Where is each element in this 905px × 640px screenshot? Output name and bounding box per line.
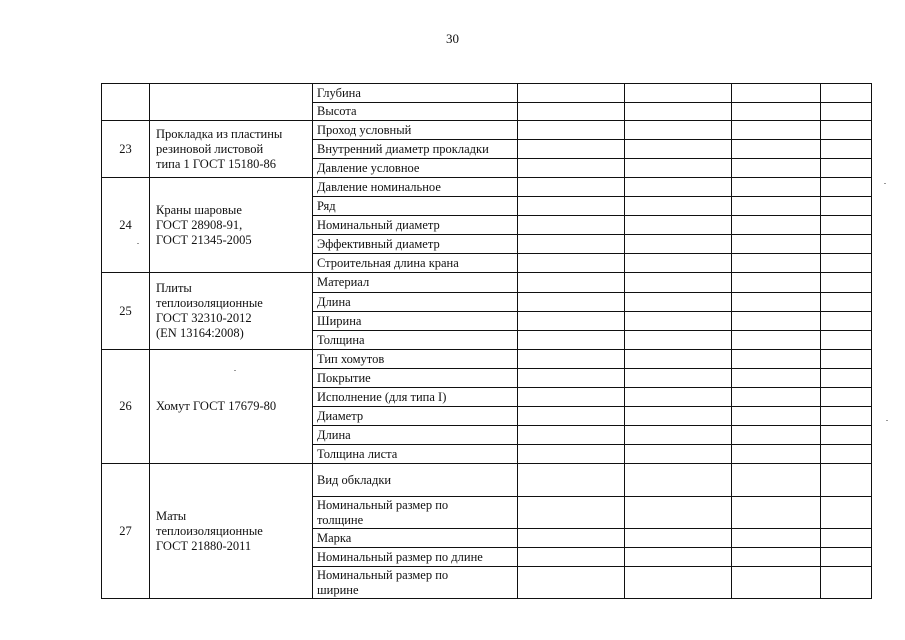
table-row <box>102 464 872 497</box>
value-cell <box>518 216 625 235</box>
value-cell <box>518 312 625 331</box>
parameter-line: Номинальный диаметр <box>317 217 440 232</box>
value-cell <box>732 121 821 140</box>
value-cell <box>625 216 732 235</box>
parameter-line: Исполнение (для типа I) <box>317 389 447 404</box>
value-cell <box>518 178 625 197</box>
value-cell <box>518 254 625 273</box>
value-cell <box>732 445 821 464</box>
value-cell <box>625 445 732 464</box>
value-cell <box>625 312 732 331</box>
item-name-cell <box>150 350 313 464</box>
value-cell <box>518 497 625 529</box>
parameter-cell <box>313 388 518 407</box>
scan-speck <box>884 183 886 184</box>
value-cell <box>625 407 732 426</box>
parameter-line: Длина <box>317 427 351 442</box>
value-cell <box>625 121 732 140</box>
parameter-cell <box>313 426 518 445</box>
value-cell <box>732 197 821 216</box>
value-cell <box>518 235 625 254</box>
value-cell <box>625 350 732 369</box>
parameter-cell <box>313 216 518 235</box>
value-cell <box>625 369 732 388</box>
item-name-line: типа 1 ГОСТ 15180-86 <box>156 156 276 171</box>
value-cell <box>732 312 821 331</box>
parameter-cell <box>313 445 518 464</box>
item-name-cell <box>150 121 313 178</box>
value-cell <box>732 331 821 350</box>
specification-table <box>101 83 872 599</box>
value-cell <box>518 159 625 178</box>
value-cell <box>625 103 732 121</box>
value-cell <box>625 529 732 548</box>
parameter-line: Давление условное <box>317 160 420 175</box>
item-name-cell <box>150 178 313 273</box>
value-cell <box>732 426 821 445</box>
value-cell <box>518 350 625 369</box>
value-cell <box>625 548 732 567</box>
page-number: 30 <box>446 31 459 46</box>
value-cell <box>732 548 821 567</box>
parameter-line: Глубина <box>317 85 361 100</box>
parameter-line: Давление номинальное <box>317 179 441 194</box>
parameter-line: Материал <box>317 275 370 289</box>
item-name-line: ГОСТ 32310-2012 <box>156 311 252 325</box>
item-name-cell <box>150 464 313 599</box>
value-cell <box>625 273 732 293</box>
parameter-cell <box>313 548 518 567</box>
value-cell <box>821 331 872 350</box>
value-cell <box>821 197 872 216</box>
value-cell <box>821 121 872 140</box>
table-row <box>102 84 872 103</box>
parameter-cell <box>313 407 518 426</box>
scan-speck <box>234 370 236 371</box>
value-cell <box>821 293 872 312</box>
parameter-line: Проход условный <box>317 122 412 137</box>
value-cell <box>518 388 625 407</box>
value-cell <box>821 529 872 548</box>
item-number-cell: 24 <box>102 178 150 273</box>
value-cell <box>732 84 821 103</box>
value-cell <box>821 426 872 445</box>
item-name-line: ГОСТ 21880-2011 <box>156 538 252 553</box>
parameter-cell <box>313 312 518 331</box>
value-cell <box>732 159 821 178</box>
parameter-cell <box>313 84 518 103</box>
value-cell <box>732 293 821 312</box>
item-name-line: Плиты <box>156 281 192 295</box>
value-cell <box>518 464 625 497</box>
value-cell <box>821 216 872 235</box>
item-name-line: Хомут ГОСТ 17679-80 <box>156 399 277 413</box>
item-name-line: ГОСТ 21345-2005 <box>156 232 252 247</box>
item-number-cell: 23 <box>102 121 150 178</box>
value-cell <box>732 464 821 497</box>
value-cell <box>821 369 872 388</box>
value-cell <box>625 464 732 497</box>
parameter-cell <box>313 350 518 369</box>
value-cell <box>821 497 872 529</box>
value-cell <box>732 407 821 426</box>
item-name-line: резиновой листовой <box>156 141 264 156</box>
value-cell <box>821 445 872 464</box>
parameter-line: Номинальный размер по длине <box>317 549 483 564</box>
parameter-line: Номинальный размер по <box>317 497 449 512</box>
parameter-cell <box>313 293 518 312</box>
value-cell <box>732 350 821 369</box>
item-number-cell: 26 <box>102 350 150 464</box>
value-cell <box>821 178 872 197</box>
item-name-line: Прокладка из пластины <box>156 126 283 141</box>
parameter-cell <box>313 497 518 529</box>
value-cell <box>821 254 872 273</box>
value-cell <box>732 497 821 529</box>
item-name-line: Краны шаровые <box>156 202 242 217</box>
parameter-line: Покрытие <box>317 370 371 385</box>
scan-speck <box>137 243 139 244</box>
parameter-line: Длина <box>317 294 351 309</box>
table-row <box>102 350 872 369</box>
value-cell <box>625 497 732 529</box>
value-cell <box>518 121 625 140</box>
value-cell <box>821 140 872 159</box>
item-name-cell <box>150 84 313 121</box>
parameter-cell <box>313 331 518 350</box>
value-cell <box>732 567 821 599</box>
value-cell <box>625 388 732 407</box>
value-cell <box>821 159 872 178</box>
parameter-cell <box>313 197 518 216</box>
parameter-line: Тип хомутов <box>317 351 385 366</box>
value-cell <box>625 293 732 312</box>
parameter-cell <box>313 103 518 121</box>
table-row <box>102 178 872 197</box>
parameter-cell <box>313 178 518 197</box>
value-cell <box>732 216 821 235</box>
parameter-cell <box>313 159 518 178</box>
item-name-line: теплоизоляционные <box>156 523 263 538</box>
item-name-cell <box>150 273 313 350</box>
item-name-line: ГОСТ 28908-91, <box>156 217 243 232</box>
value-cell <box>625 140 732 159</box>
value-cell <box>821 407 872 426</box>
value-cell <box>518 273 625 293</box>
value-cell <box>518 426 625 445</box>
value-cell <box>732 273 821 293</box>
value-cell <box>821 350 872 369</box>
value-cell <box>518 197 625 216</box>
parameter-line: Ширина <box>317 313 362 328</box>
value-cell <box>625 426 732 445</box>
parameter-line: Ряд <box>317 198 336 213</box>
value-cell <box>518 407 625 426</box>
item-name-line: (EN 13164:2008) <box>156 326 244 340</box>
value-cell <box>821 464 872 497</box>
parameter-line: Внутренний диаметр прокладки <box>317 141 489 156</box>
value-cell <box>625 331 732 350</box>
value-cell <box>732 388 821 407</box>
value-cell <box>518 84 625 103</box>
parameter-cell <box>313 529 518 548</box>
parameter-line: Диаметр <box>317 408 364 423</box>
value-cell <box>821 103 872 121</box>
item-name-line: теплоизоляционные <box>156 296 263 310</box>
value-cell <box>625 197 732 216</box>
parameter-cell <box>313 273 518 293</box>
parameter-line: Вид обкладки <box>317 472 392 487</box>
value-cell <box>625 567 732 599</box>
parameter-line: толщине <box>317 512 364 527</box>
item-number-cell <box>102 84 150 121</box>
value-cell <box>625 178 732 197</box>
value-cell <box>518 331 625 350</box>
value-cell <box>732 235 821 254</box>
scan-speck <box>886 420 888 421</box>
value-cell <box>625 235 732 254</box>
parameter-line: Толщина листа <box>317 446 398 461</box>
value-cell <box>732 103 821 121</box>
parameter-line: ширине <box>317 582 359 597</box>
value-cell <box>821 548 872 567</box>
value-cell <box>518 293 625 312</box>
item-number-cell: 25 <box>102 273 150 350</box>
parameter-line: Марка <box>317 530 352 545</box>
parameter-line: Толщина <box>317 332 365 347</box>
table-row <box>102 273 872 293</box>
value-cell <box>625 254 732 273</box>
value-cell <box>732 178 821 197</box>
parameter-line: Строительная длина крана <box>317 255 459 270</box>
value-cell <box>518 369 625 388</box>
parameter-cell <box>313 464 518 497</box>
value-cell <box>821 84 872 103</box>
parameter-cell <box>313 140 518 159</box>
value-cell <box>732 369 821 388</box>
parameter-cell <box>313 369 518 388</box>
parameter-cell <box>313 121 518 140</box>
value-cell <box>625 84 732 103</box>
value-cell <box>625 159 732 178</box>
parameter-cell <box>313 254 518 273</box>
parameter-cell <box>313 567 518 599</box>
value-cell <box>518 567 625 599</box>
value-cell <box>518 103 625 121</box>
value-cell <box>821 235 872 254</box>
value-cell <box>821 567 872 599</box>
value-cell <box>732 254 821 273</box>
value-cell <box>518 548 625 567</box>
value-cell <box>821 388 872 407</box>
item-name-line: Маты <box>156 508 187 523</box>
parameter-line: Эффективный диаметр <box>317 236 440 251</box>
item-number-cell: 27 <box>102 464 150 599</box>
value-cell <box>732 529 821 548</box>
parameter-line: Номинальный размер по <box>317 567 449 582</box>
value-cell <box>518 445 625 464</box>
table-row <box>102 121 872 140</box>
value-cell <box>518 140 625 159</box>
value-cell <box>821 273 872 293</box>
value-cell <box>732 140 821 159</box>
value-cell <box>821 312 872 331</box>
parameter-line: Высота <box>317 104 357 118</box>
parameter-cell <box>313 235 518 254</box>
value-cell <box>518 529 625 548</box>
